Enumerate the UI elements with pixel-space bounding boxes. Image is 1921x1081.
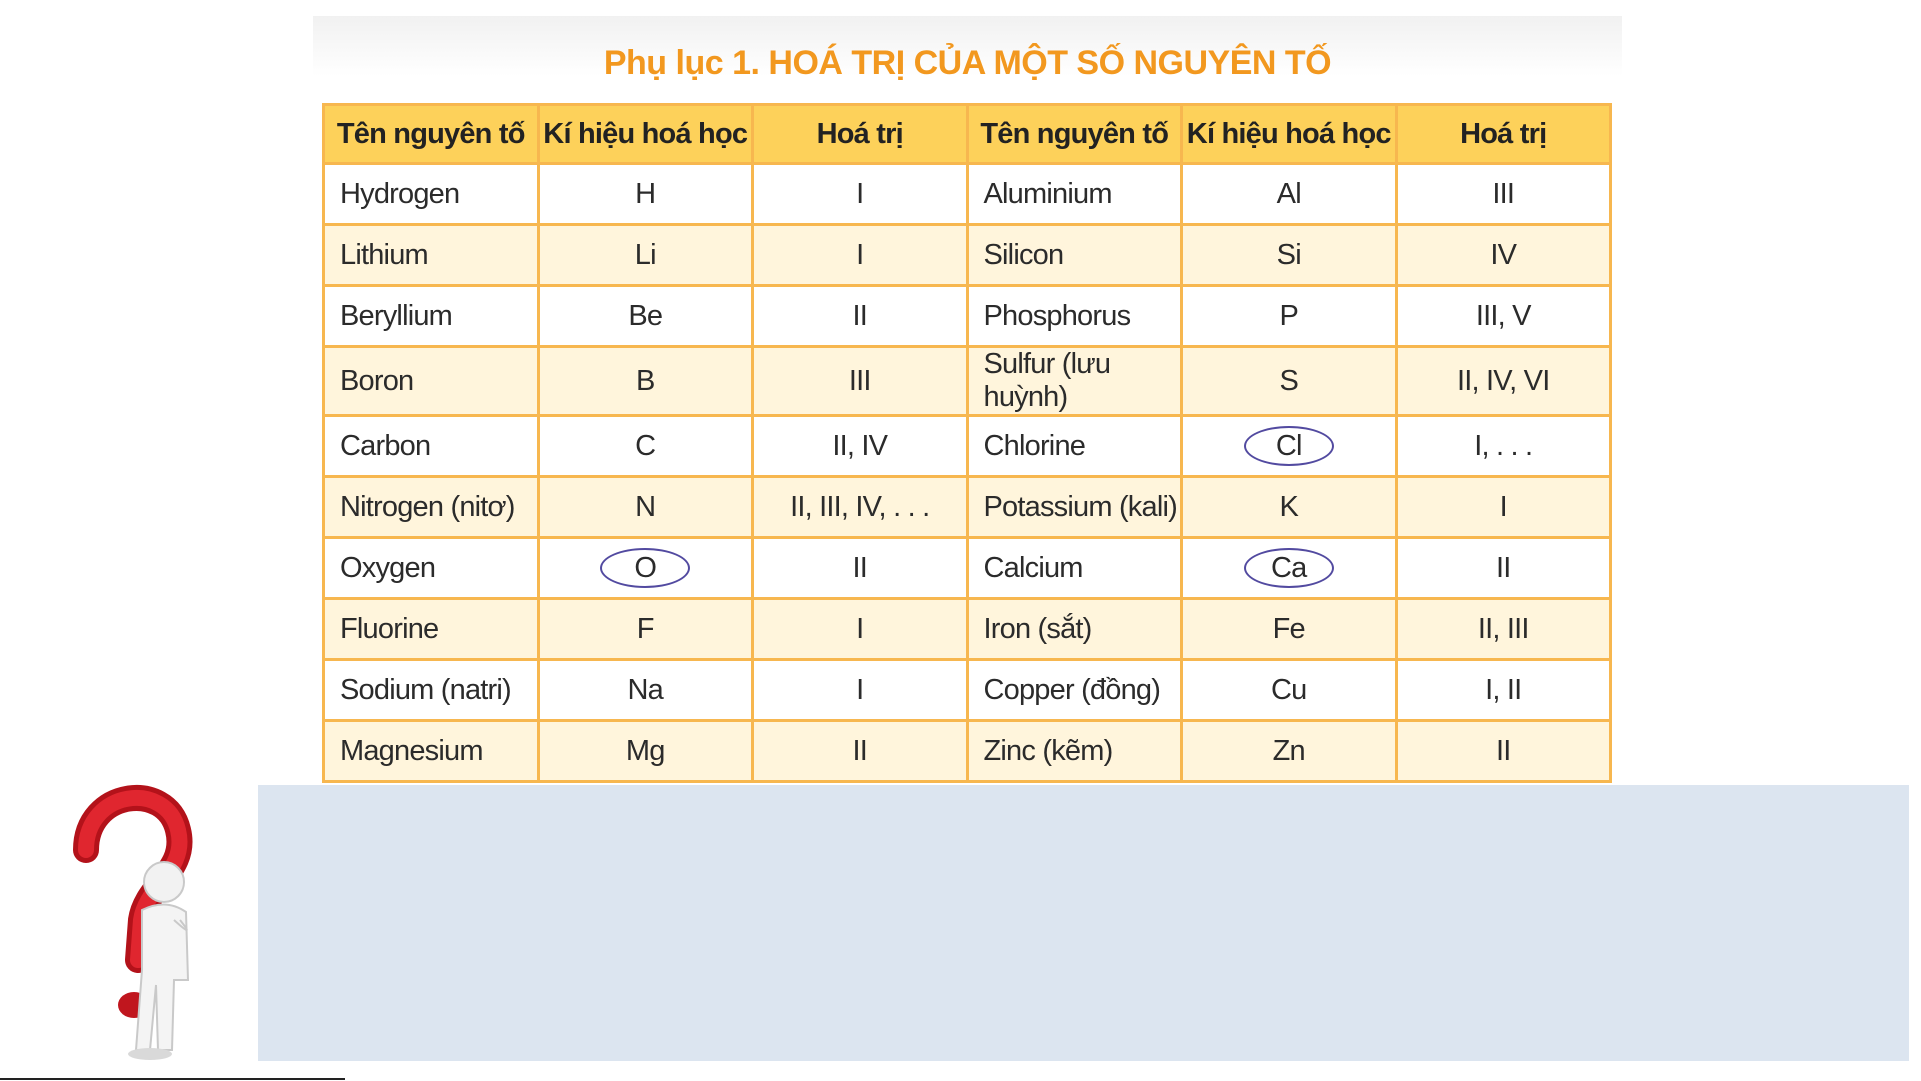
element-name-cell: Beryllium: [324, 286, 539, 347]
table-title: Phụ lục 1. HOÁ TRỊ CỦA MỘT SỐ NGUYÊN TỐ: [603, 44, 1332, 82]
valence-cell: I, II: [1396, 660, 1611, 721]
element-name-cell: Iron (sắt): [967, 599, 1182, 660]
element-name-cell: Lithium: [324, 225, 539, 286]
element-name-cell: Hydrogen: [324, 164, 539, 225]
table-row: [324, 477, 1611, 538]
symbol-cell: Si: [1182, 225, 1397, 286]
circled-symbol: Ca: [1244, 548, 1334, 588]
valence-cell: I: [753, 660, 968, 721]
symbol-cell: P: [1182, 286, 1397, 347]
header-element-name: Tên nguyên tố: [324, 105, 539, 164]
symbol-cell: [1182, 416, 1397, 477]
element-name-cell: Magnesium: [324, 721, 539, 782]
valence-cell: I: [753, 599, 968, 660]
header-valence: Hoá trị: [753, 105, 968, 164]
valence-cell: II, III, IV, . . .: [753, 477, 968, 538]
symbol-cell: Li: [538, 225, 753, 286]
divider-line: [0, 1078, 345, 1080]
circled-symbol: Cl: [1244, 426, 1334, 466]
symbol-cell: Zn: [1182, 721, 1397, 782]
header-element-name: Tên nguyên tố: [967, 105, 1182, 164]
valence-cell: II, III: [1396, 599, 1611, 660]
symbol-cell: [538, 538, 753, 599]
table-row: [324, 721, 1611, 782]
symbol-cell: S: [1182, 347, 1397, 416]
valence-cell: III: [1396, 164, 1611, 225]
symbol-cell: N: [538, 477, 753, 538]
element-name-cell: Calcium: [967, 538, 1182, 599]
valence-cell: II: [1396, 721, 1611, 782]
header-valence: Hoá trị: [1396, 105, 1611, 164]
table-row: [324, 660, 1611, 721]
element-name-cell: Aluminium: [967, 164, 1182, 225]
element-name-cell: Fluorine: [324, 599, 539, 660]
valence-cell: III: [753, 347, 968, 416]
symbol-cell: Fe: [1182, 599, 1397, 660]
element-name-cell: Copper (đồng): [967, 660, 1182, 721]
symbol-cell: Mg: [538, 721, 753, 782]
valence-cell: II, IV, VI: [1396, 347, 1611, 416]
table-row: [324, 416, 1611, 477]
symbol-cell: Be: [538, 286, 753, 347]
header-symbol: Kí hiệu hoá học: [538, 105, 753, 164]
symbol-cell: Cu: [1182, 660, 1397, 721]
symbol-cell: [1182, 538, 1397, 599]
valence-cell: II: [1396, 538, 1611, 599]
valence-cell: I: [753, 164, 968, 225]
symbol-cell: H: [538, 164, 753, 225]
element-name-cell: Zinc (kẽm): [967, 721, 1182, 782]
symbol-cell: Al: [1182, 164, 1397, 225]
element-name-cell: Sulfur (lưu huỳnh): [967, 347, 1182, 416]
valence-appendix-figure: [313, 16, 1622, 767]
table-row: [324, 538, 1611, 599]
valence-cell: I: [753, 225, 968, 286]
valence-cell: I: [1396, 477, 1611, 538]
table-row: [324, 286, 1611, 347]
symbol-cell: F: [538, 599, 753, 660]
table-row: [324, 347, 1611, 416]
table-header-row: [324, 105, 1611, 164]
symbol-cell: B: [538, 347, 753, 416]
table-row: [324, 599, 1611, 660]
valence-cell: II, IV: [753, 416, 968, 477]
table-row: [324, 164, 1611, 225]
valence-cell: II: [753, 721, 968, 782]
header-symbol: Kí hiệu hoá học: [1182, 105, 1397, 164]
element-name-cell: Potassium (kali): [967, 477, 1182, 538]
element-name-cell: Chlorine: [967, 416, 1182, 477]
circled-symbol: O: [600, 548, 690, 588]
element-name-cell: Carbon: [324, 416, 539, 477]
table-row: [324, 225, 1611, 286]
answer-panel: [258, 785, 1909, 1061]
symbol-cell: C: [538, 416, 753, 477]
valence-cell: I, . . .: [1396, 416, 1611, 477]
element-name-cell: Nitrogen (nitơ): [324, 477, 539, 538]
symbol-cell: K: [1182, 477, 1397, 538]
element-name-cell: Phosphorus: [967, 286, 1182, 347]
valence-table: [322, 103, 1612, 783]
element-name-cell: Boron: [324, 347, 539, 416]
question-mark-thinker-icon: [46, 770, 230, 1070]
element-name-cell: Oxygen: [324, 538, 539, 599]
valence-cell: II: [753, 538, 968, 599]
symbol-cell: Na: [538, 660, 753, 721]
valence-cell: II: [753, 286, 968, 347]
element-name-cell: Silicon: [967, 225, 1182, 286]
valence-cell: III, V: [1396, 286, 1611, 347]
valence-cell: IV: [1396, 225, 1611, 286]
element-name-cell: Sodium (natri): [324, 660, 539, 721]
